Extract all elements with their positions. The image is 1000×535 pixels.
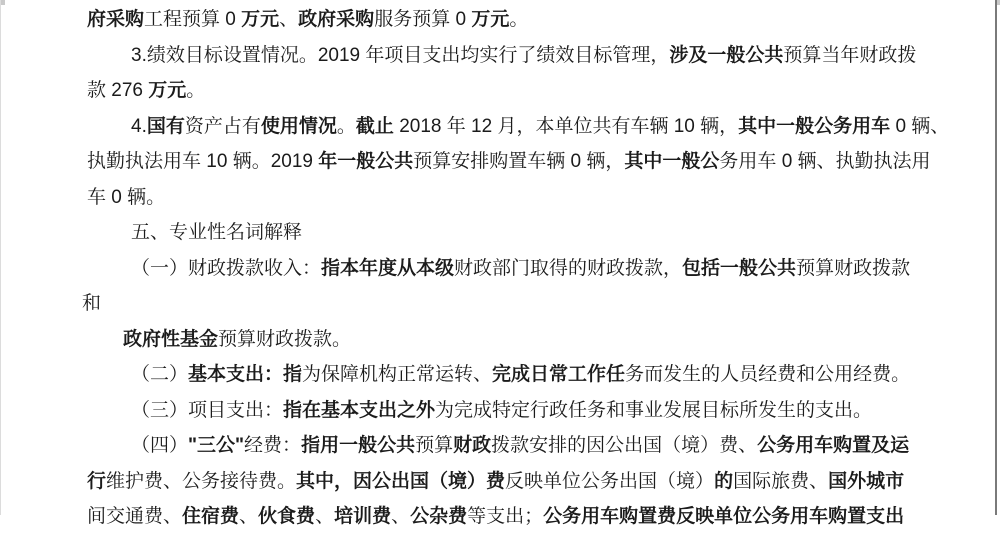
text-line: [131, 357, 949, 393]
bold-text-run: 政府采购: [298, 9, 375, 30]
text-run: 五、专业性名词解释: [131, 222, 303, 243]
text-run: 4.: [131, 115, 147, 137]
text-run: 为完成特定行政任务和事业发展目标所发生的支出。: [435, 399, 873, 421]
text-line: [87, 73, 949, 109]
bold-text-run: 公务用车购置及运: [757, 435, 910, 456]
text-run: 、: [239, 506, 259, 527]
text-run: 预算安排购置车辆 0 辆，: [413, 151, 625, 172]
bold-text-run: "三公": [188, 435, 245, 456]
bold-text-run: 公务用车购置费反映单位公务用车购置支出: [543, 506, 905, 527]
text-line: [87, 180, 949, 216]
text-line: [131, 428, 949, 464]
text-run: 服务预算 0: [374, 9, 472, 30]
text-line: [131, 38, 949, 74]
bold-text-run: 包括一般公共: [682, 257, 797, 279]
text-run: 款 276: [87, 80, 149, 101]
text-run: 等支出；: [467, 506, 544, 527]
text-run: 、: [315, 506, 335, 527]
text-run: 拨款安排的因公出国（境）费、: [491, 435, 758, 456]
text-run: 预算财政拨款: [796, 257, 911, 279]
text-line: [87, 144, 949, 180]
text-run: 务用车 0 辆、执勤执法用: [719, 151, 931, 172]
text-run: 和: [82, 293, 102, 314]
bold-text-run: 的: [714, 470, 734, 492]
text-run: 预算当年财政拨: [783, 44, 917, 66]
text-run: 工程预算 0: [144, 9, 242, 30]
text-line: [131, 109, 949, 145]
page-left-edge: [0, 0, 1, 515]
text-run: 、: [279, 9, 299, 30]
text-run: 。: [186, 80, 206, 101]
bold-text-run: 住宿费: [182, 506, 240, 527]
text-run: 为保障机构正常运转、: [302, 364, 493, 385]
bold-text-run: 截止: [355, 115, 394, 137]
text-run: 国际旅费、: [733, 470, 829, 492]
bold-text-run: 培训费: [334, 506, 392, 527]
bold-text-run: 行: [87, 470, 107, 492]
bold-text-run: 指本年度从本级: [321, 257, 455, 279]
bold-text-run: 万元: [241, 9, 280, 30]
bold-text-run: 其中一般公: [624, 151, 720, 172]
text-run: 。: [336, 115, 356, 137]
bold-text-run: 其中一般公务用车: [738, 115, 891, 137]
text-run: 维护费、公务接待费。: [106, 470, 297, 492]
text-line: [87, 464, 949, 500]
bold-text-run: 府采购: [87, 9, 145, 30]
text-line: [131, 393, 949, 429]
bold-text-run: 万元: [148, 80, 187, 101]
bold-text-run: 年一般公共: [318, 151, 414, 172]
text-run: 务而发生的人员经费和公用经费。: [625, 364, 911, 385]
text-run: （四）: [131, 435, 189, 456]
bold-text-run: 国外城市: [828, 470, 905, 492]
text-run: 执勤执法用车 10 辆。2019: [87, 151, 319, 172]
text-line: [87, 499, 949, 535]
text-run: 2018 年 12 月，本单位共有车辆 10 辆，: [393, 115, 739, 137]
text-run: 0 辆、: [890, 115, 950, 137]
text-run: 经费：: [244, 435, 302, 456]
text-run: 预算: [415, 435, 454, 456]
text-run: 间交通费、: [87, 506, 183, 527]
bold-text-run: 公杂费: [410, 506, 468, 527]
text-run: 财政部门取得的财政拨款，: [454, 257, 683, 279]
text-line: [87, 2, 949, 38]
text-line: [131, 251, 949, 287]
bold-text-run: 涉及一般公共: [669, 44, 784, 66]
bold-text-run: 使用情况: [260, 115, 337, 137]
bold-text-run: 指用一般公共: [301, 435, 416, 456]
bold-text-run: 指在基本支出之外: [283, 399, 436, 421]
text-run: 车 0 辆。: [87, 186, 166, 208]
text-run: 反映单位公务出国（境）: [505, 470, 715, 492]
text-run: （三）项目支出：: [131, 399, 284, 421]
bold-text-run: 财政: [453, 435, 492, 456]
text-run: 、: [391, 506, 411, 527]
page-right-edge: [995, 0, 997, 515]
bold-text-run: 伙食费: [258, 506, 316, 527]
bold-text-run: 万元: [471, 9, 510, 30]
text-run: 资产占有: [184, 115, 261, 137]
bold-text-run: 政府性基金: [123, 328, 219, 350]
text-line: [131, 215, 949, 251]
text-run: 。: [509, 9, 529, 30]
bold-text-run: 基本支出：指: [188, 364, 303, 385]
text-run: （一）财政拨款收入：: [131, 257, 322, 279]
text-line: [82, 286, 949, 322]
document-text: [82, 2, 950, 535]
bold-text-run: 国有: [146, 115, 185, 137]
text-line: [123, 322, 949, 358]
bold-text-run: 完成日常工作任: [492, 364, 626, 385]
text-run: （二）: [131, 364, 189, 385]
text-run: 3.绩效目标设置情况。2019 年项目支出均实行了绩效目标管理，: [131, 44, 670, 66]
text-run: 预算财政拨款。: [218, 328, 352, 350]
bold-text-run: 其中，因公出国（境）费: [296, 470, 506, 492]
